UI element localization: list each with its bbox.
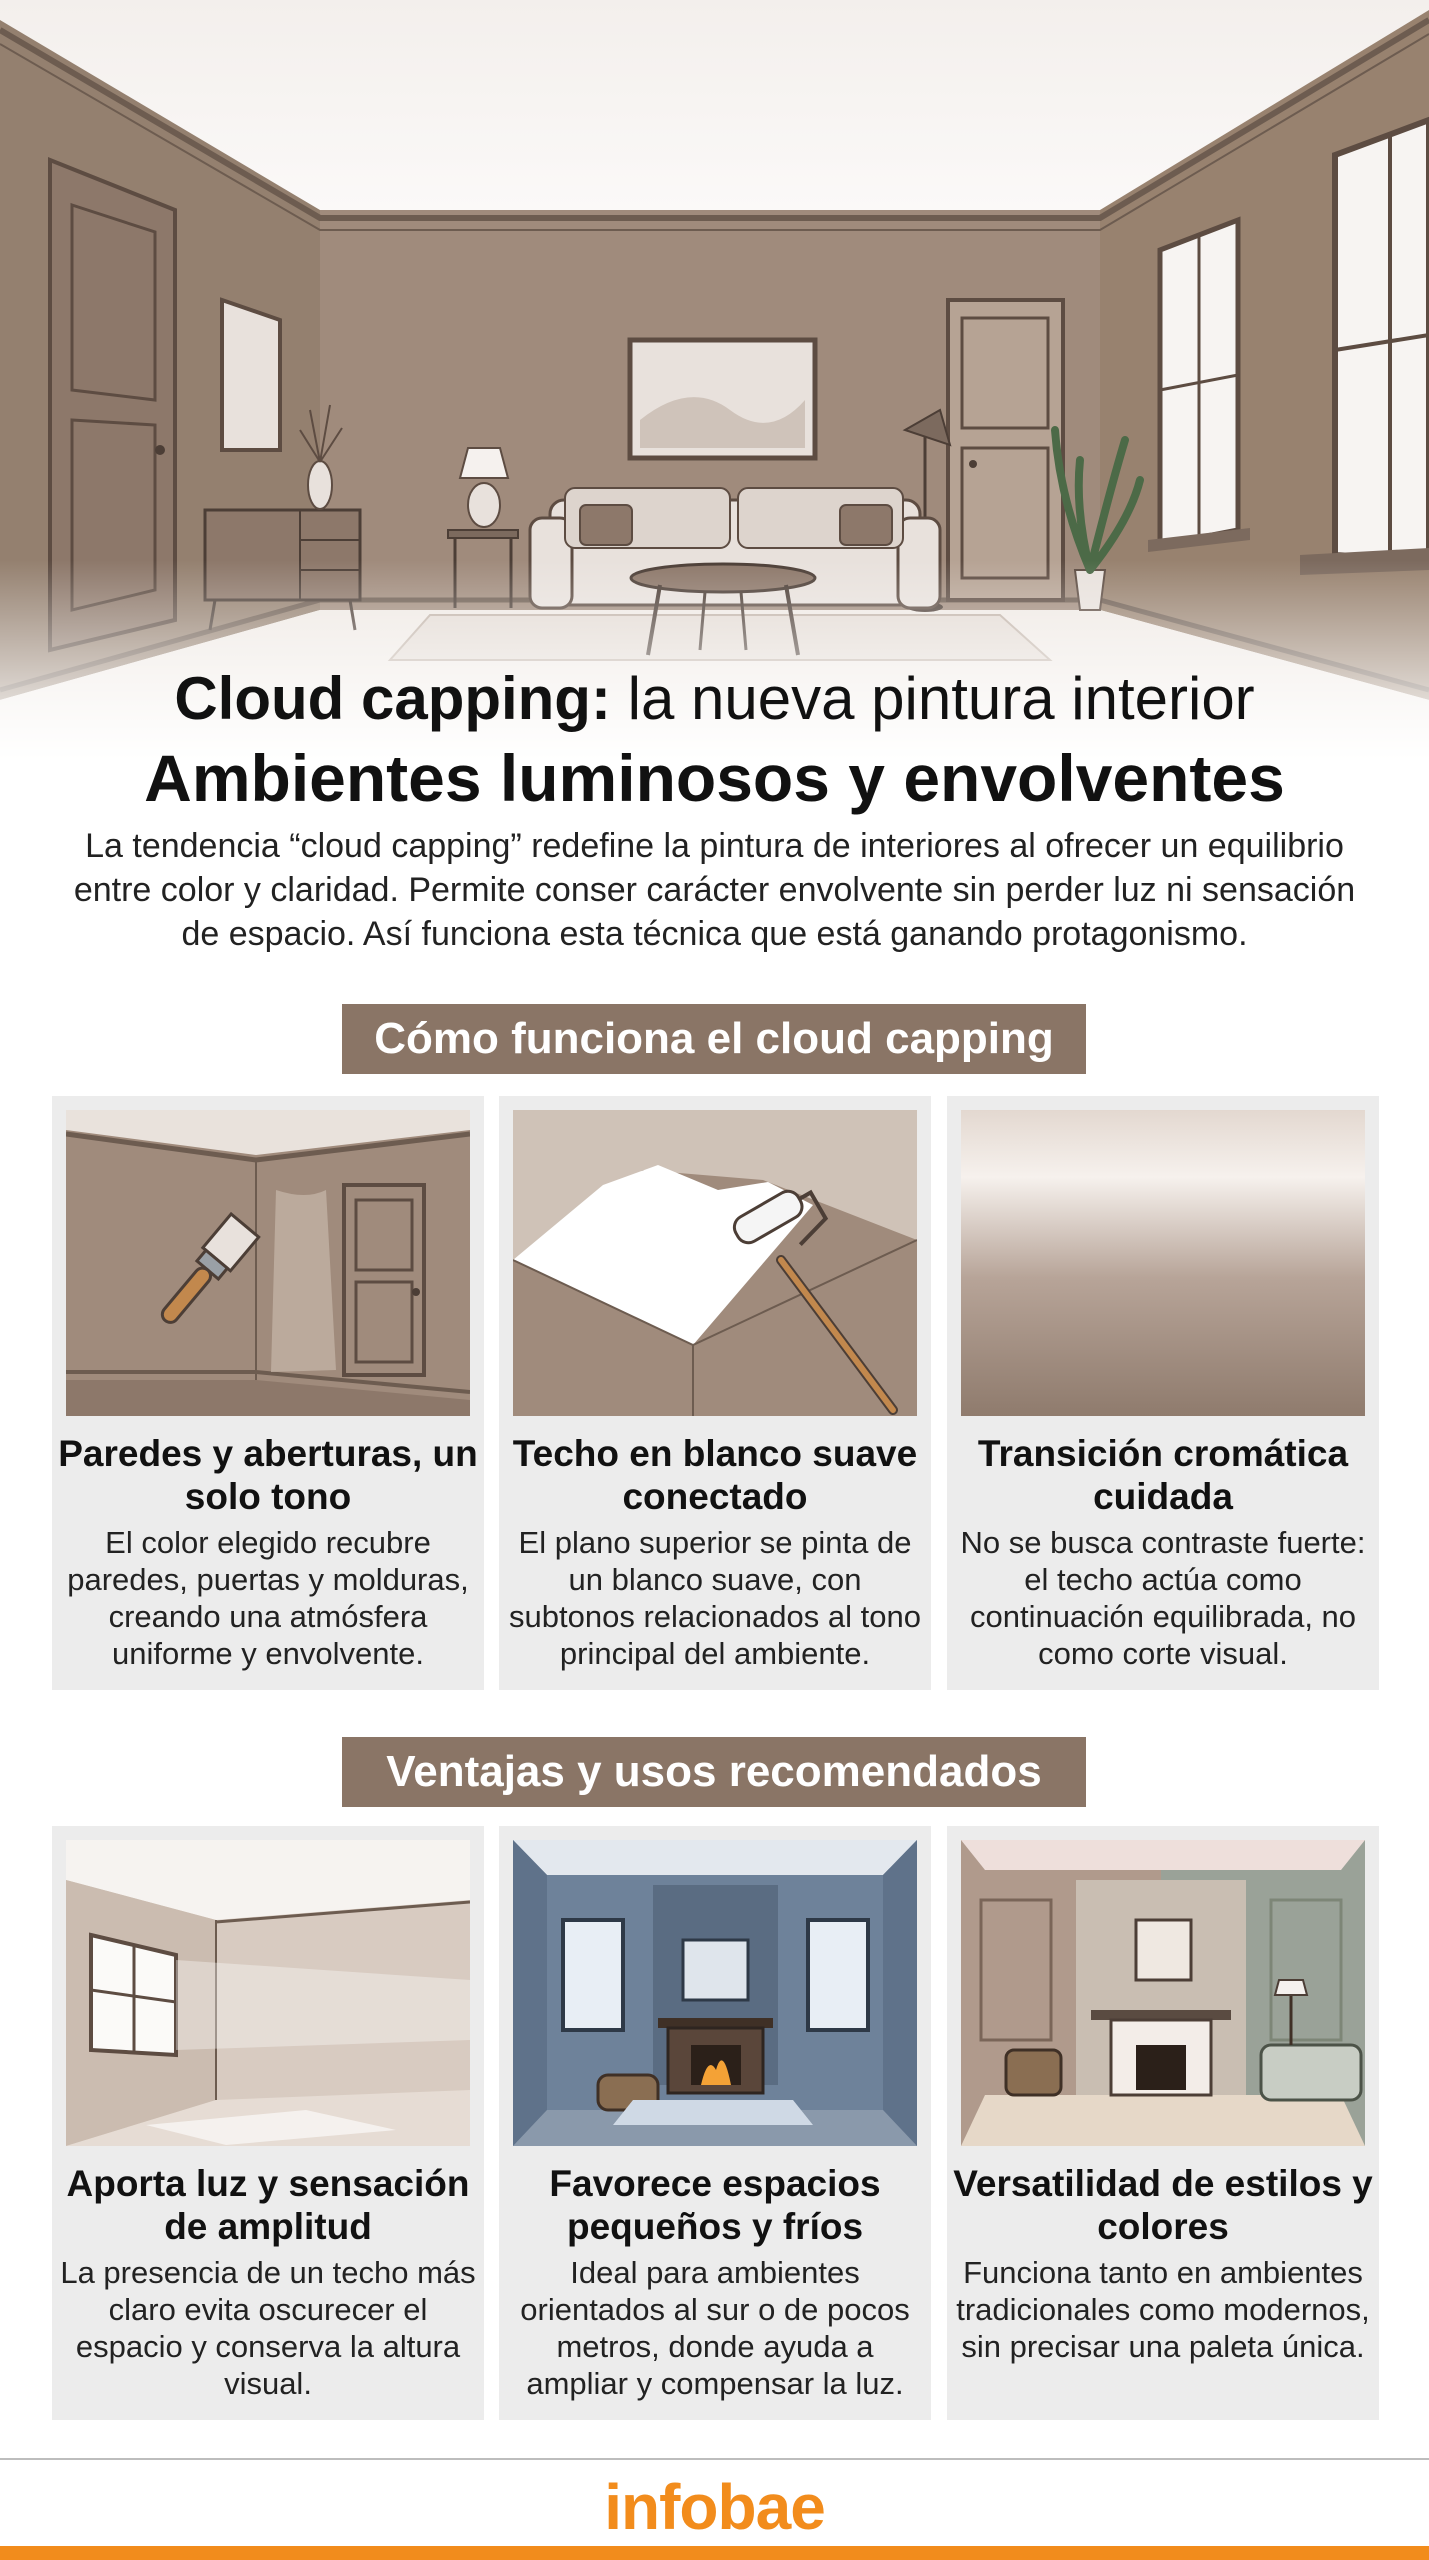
card-text: El color elegido recubre paredes, puertas y molduras, creando una atmósfera uniforme y envolvente.: [67, 1525, 469, 1671]
hero-illustration: [0, 0, 1429, 760]
card-chromatic-transition: [947, 1096, 1379, 1690]
card-text: Ideal para ambientes orientados al sur o de pocos metros, donde ayuda a ampliar y compensar la luz.: [520, 2255, 910, 2401]
headline-bold: Cloud capping:: [174, 665, 611, 732]
card-title: Aporta luz y sensación de amplitud: [66, 2163, 470, 2247]
footer-accent-bar: [0, 2546, 1429, 2560]
living-room-illustration: [0, 0, 1429, 760]
card-walls-one-tone: [52, 1096, 484, 1690]
card-ceiling-soft-white: [499, 1096, 931, 1690]
bright-room-icon: [66, 1840, 470, 2146]
living-room-icon: [961, 1840, 1365, 2146]
paint-roller-icon: [513, 1110, 917, 1416]
headline-regular: la nueva pintura interior: [610, 665, 1255, 732]
section-heading-advantages: Ventajas y usos recomendados: [342, 1737, 1086, 1807]
card-title: Transición cromática cuidada: [977, 1433, 1349, 1517]
headline: [0, 660, 1429, 738]
card-text: Funciona tanto en ambientes tradicionales como modernos, sin precisar una paleta única.: [956, 2255, 1370, 2364]
headline-block: [0, 660, 1429, 818]
fireplace-room-icon: [513, 1840, 917, 2146]
card-small-cold-spaces: [499, 1826, 931, 2420]
card-style-versatility: [947, 1826, 1379, 2420]
card-light-and-space: [52, 1826, 484, 2420]
lede-paragraph: La tendencia “cloud capping” redefine la pintura de interiores al ofrecer un equilibrio entre color y claridad. Permite conser carácter envolvente sin perder luz ni sensación de espacio. Así funciona esta técnica que está ganando protagonismo.: [73, 827, 1356, 953]
paint-brush-icon: [66, 1110, 470, 1416]
section-heading-how-it-works: Cómo funciona el cloud capping: [342, 1004, 1086, 1074]
card-title: Favorece espacios pequeños y fríos: [549, 2163, 881, 2247]
subheadline: Ambientes luminosos y envolventes: [144, 741, 1285, 815]
brand-logo[interactable]: infobae: [604, 2471, 825, 2543]
footer-divider: [0, 2458, 1429, 2460]
card-text: El plano superior se pinta de un blanco suave, con subtonos relacionados al tono principal del ambiente.: [509, 1525, 921, 1671]
card-text: No se busca contraste fuerte: el techo actúa como continuación equilibrada, no como corte visual.: [960, 1525, 1366, 1671]
card-title: Versatilidad de estilos y colores: [953, 2163, 1373, 2247]
card-title: Paredes y aberturas, un solo tono: [58, 1433, 478, 1517]
card-text: La presencia de un techo más claro evita oscurecer el espacio y conserva la altura visual.: [60, 2255, 476, 2401]
gradient-swatch-icon: [961, 1110, 1365, 1416]
card-title: Techo en blanco suave conectado: [512, 1433, 918, 1517]
